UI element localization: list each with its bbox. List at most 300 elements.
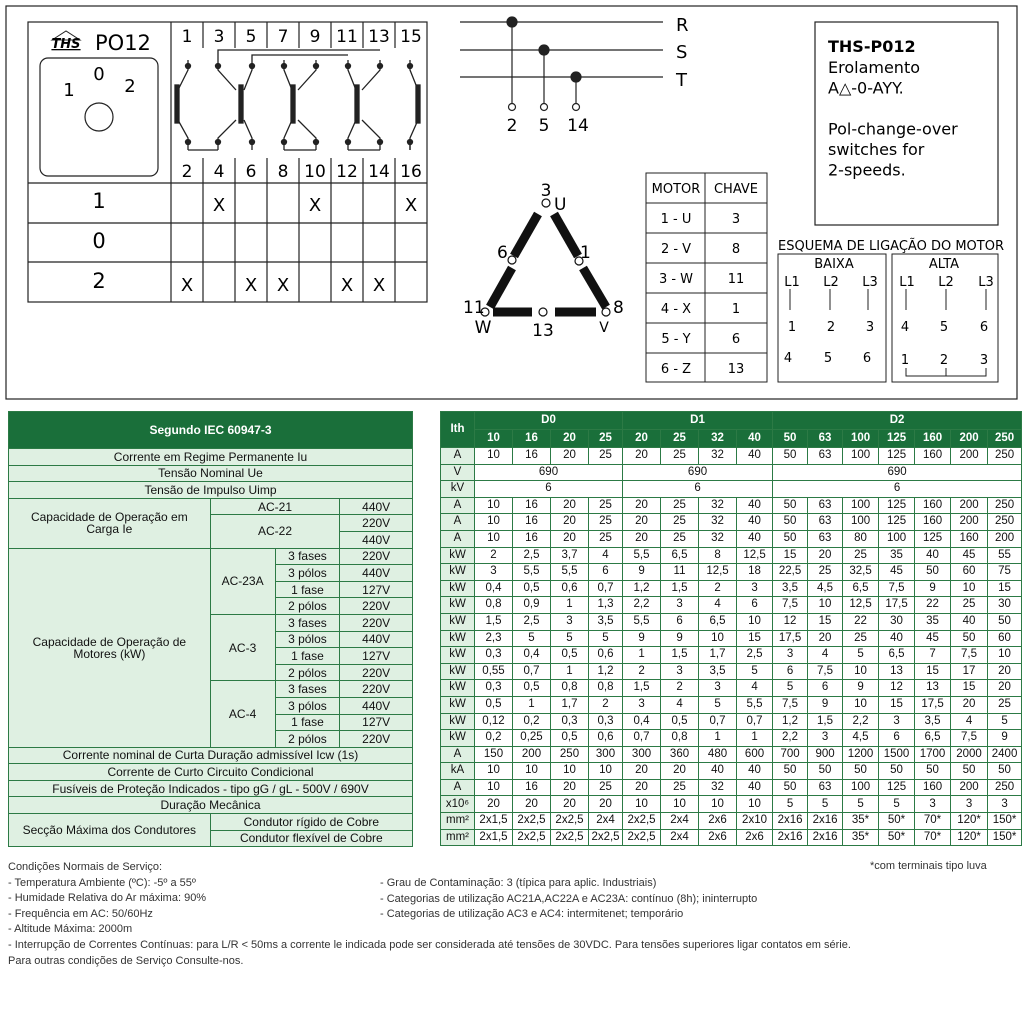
value-cell: 4 <box>737 680 773 697</box>
line-r-label: R <box>676 15 689 36</box>
size-header: 200 <box>951 430 988 448</box>
unit-cell: A <box>441 530 475 547</box>
note-line: - Altitude Máxima: 2000m <box>8 923 133 936</box>
value-cell: 10 <box>589 763 623 780</box>
size-header: 16 <box>513 430 551 448</box>
spec-flexivel: Condutor flexível de Cobre <box>210 830 412 847</box>
unit-cell: A <box>441 779 475 796</box>
value-cell: 63 <box>808 448 843 465</box>
size-header: 250 <box>988 430 1022 448</box>
spec-poles: 3 fases <box>275 614 340 631</box>
schema-terminal-labels <box>784 275 994 368</box>
value-cell: 6 <box>879 730 915 747</box>
contact-closed-mark: X <box>372 275 386 296</box>
value-cell: 25 <box>661 448 699 465</box>
value-cell: 4 <box>589 547 623 564</box>
delta-terminal-1: 1 <box>580 243 591 263</box>
size-header: 100 <box>843 430 879 448</box>
top-terminal-label: 7 <box>277 27 289 47</box>
bottom-terminal-label: 2 <box>181 162 193 182</box>
group-header: D1 <box>623 412 773 430</box>
unit-cell: kW <box>441 613 475 630</box>
unit-cell: x10⁶ <box>441 796 475 813</box>
model-label: PO12 <box>95 31 151 55</box>
value-cell: 63 <box>808 779 843 796</box>
value-cell: 6,5 <box>915 730 951 747</box>
value-cell: 18 <box>737 564 773 581</box>
chave-cell: 3 <box>731 212 741 227</box>
value-cell: 3 <box>661 597 699 614</box>
value-cell: 7,5 <box>951 647 988 664</box>
spec-poles: 2 pólos <box>275 664 340 681</box>
value-cell: 30 <box>879 613 915 630</box>
value-cell: 2x1,5 <box>475 813 513 830</box>
value-cell: 5 <box>988 713 1022 730</box>
spec-voltage: 440V <box>340 531 413 548</box>
value-cell: 0,4 <box>475 580 513 597</box>
chave-cell: 11 <box>727 272 745 287</box>
unit-cell: kW <box>441 713 475 730</box>
value-cell: 1,5 <box>623 680 661 697</box>
value-cell: 1 <box>551 663 589 680</box>
value-cell: 10 <box>623 796 661 813</box>
value-cell: 250 <box>988 448 1022 465</box>
value-cell: 0,5 <box>475 696 513 713</box>
value-cell: 2x2,5 <box>551 829 589 846</box>
value-cell: 1,2 <box>773 713 808 730</box>
delta-terminal-13: 13 <box>532 321 554 341</box>
value-cell: 100 <box>843 779 879 796</box>
value-cell: 3 <box>737 580 773 597</box>
value-cell: 150 <box>475 746 513 763</box>
spec-voltage: 127V <box>340 648 413 665</box>
value-cell: 480 <box>699 746 737 763</box>
value-cell: 20 <box>551 514 589 531</box>
value-cell: 2,2 <box>623 597 661 614</box>
size-header: 25 <box>661 430 699 448</box>
value-cell: 2x2,5 <box>513 813 551 830</box>
alta-terminal: 2 <box>939 353 949 368</box>
value-cell: 50 <box>951 630 988 647</box>
supply-lines <box>460 17 663 111</box>
bottom-terminal-label: 10 <box>304 162 326 182</box>
value-cell: 25 <box>988 696 1022 713</box>
value-cell: 250 <box>988 514 1022 531</box>
spec-voltage: 220V <box>340 731 413 748</box>
value-cell: 2,3 <box>475 630 513 647</box>
value-cell: 200 <box>951 448 988 465</box>
value-cell: 45 <box>879 564 915 581</box>
value-cell: 250 <box>988 497 1022 514</box>
size-header: 10 <box>475 430 513 448</box>
value-cell: 50 <box>773 763 808 780</box>
value-cell: 50 <box>773 497 808 514</box>
value-cell: 2x2,5 <box>551 813 589 830</box>
size-header: 20 <box>623 430 661 448</box>
supply-terminal-5: 5 <box>538 116 550 136</box>
value-cell: 0,7 <box>513 663 551 680</box>
value-cell: 1 <box>699 730 737 747</box>
value-cell: 12,5 <box>737 547 773 564</box>
note-line: - Temperatura Ambiente (ºC): -5º a 55º <box>8 876 196 889</box>
value-cell: 0,5 <box>551 730 589 747</box>
value-cell: 12,5 <box>699 564 737 581</box>
value-cell: 50 <box>879 763 915 780</box>
value-cell: 40 <box>737 448 773 465</box>
value-cell: 5 <box>513 630 551 647</box>
spec-poles: 1 fase <box>275 581 340 598</box>
value-cell: 1,5 <box>808 713 843 730</box>
size-header: 32 <box>699 430 737 448</box>
baixa-terminal: 5 <box>823 351 833 366</box>
value-cell: 2x4 <box>661 813 699 830</box>
bottom-terminal-label: 8 <box>277 162 289 182</box>
unit-cell: kW <box>441 663 475 680</box>
value-cell: 1,3 <box>589 597 623 614</box>
alta-line-label: L1 <box>899 275 915 290</box>
value-cell: 20 <box>551 448 589 465</box>
value-cell: 20 <box>551 497 589 514</box>
value-cell: 16 <box>513 530 551 547</box>
value-cell: 25 <box>589 530 623 547</box>
value-cell: 10 <box>661 796 699 813</box>
value-cell: 0,3 <box>589 713 623 730</box>
value-cell: 6 <box>737 597 773 614</box>
value-cell: 25 <box>951 597 988 614</box>
value-cell: 20 <box>808 630 843 647</box>
value-cell: 0,7 <box>589 580 623 597</box>
value-cell: 5 <box>773 796 808 813</box>
unit-cell: A <box>441 746 475 763</box>
value-cell: 20 <box>475 796 513 813</box>
alta-line-label: L3 <box>978 275 994 290</box>
value-cell: 2x16 <box>808 829 843 846</box>
value-cell: 5 <box>843 647 879 664</box>
value-cell: 50 <box>773 779 808 796</box>
value-cell: 30 <box>988 597 1022 614</box>
value-cell: 0,4 <box>513 647 551 664</box>
value-cell: 6,5 <box>661 547 699 564</box>
unit-cell: kW <box>441 680 475 697</box>
spec-voltage: 220V <box>340 664 413 681</box>
value-cell: 1 <box>623 647 661 664</box>
value-cell: 50 <box>951 763 988 780</box>
note-line: - Humidade Relativa do Ar máxima: 90% <box>8 892 207 905</box>
value-cell: 700 <box>773 746 808 763</box>
value-cell: 6 <box>475 481 623 498</box>
value-cell: 15 <box>879 696 915 713</box>
value-cell: 10 <box>699 630 737 647</box>
value-cell: 5 <box>773 680 808 697</box>
value-cell: 20 <box>988 680 1022 697</box>
spec-poles: 1 fase <box>275 648 340 665</box>
value-cell: 15 <box>915 663 951 680</box>
spec-voltage: 440V <box>340 565 413 582</box>
group-header: D2 <box>773 412 1022 430</box>
line-t-label: T <box>676 70 687 91</box>
size-header: 63 <box>808 430 843 448</box>
value-cell: 7,5 <box>879 580 915 597</box>
value-cell: 40 <box>879 630 915 647</box>
schema-title: ESQUEMA DE LIGAÇÃO DO MOTOR <box>778 239 1004 254</box>
value-cell: 40 <box>737 530 773 547</box>
value-cell: 60 <box>988 630 1022 647</box>
unit-cell: V <box>441 464 475 481</box>
value-cell: 5,5 <box>623 547 661 564</box>
value-cell: 2x4 <box>661 829 699 846</box>
value-cell: 3,5 <box>915 713 951 730</box>
size-header: 40 <box>737 430 773 448</box>
spec-header: Segundo IEC 60947-3 <box>9 412 413 449</box>
value-cell: 5 <box>808 796 843 813</box>
contact-closed-mark: X <box>276 275 290 296</box>
value-cell: 63 <box>808 530 843 547</box>
top-terminal-label: 15 <box>400 27 422 47</box>
value-cell: 160 <box>951 530 988 547</box>
value-cell: 0,9 <box>513 597 551 614</box>
spec-ac4: AC-4 <box>210 681 275 747</box>
spec-poles: 3 pólos <box>275 565 340 582</box>
value-cell: 10 <box>475 779 513 796</box>
value-cell: 50 <box>915 763 951 780</box>
value-cell: 1,5 <box>661 647 699 664</box>
value-cell: 3 <box>475 564 513 581</box>
value-cell: 50 <box>808 763 843 780</box>
value-cell: 2x16 <box>773 829 808 846</box>
spec-voltage: 440V <box>340 631 413 648</box>
value-cell: 0,8 <box>589 680 623 697</box>
value-cell: 6 <box>773 481 1022 498</box>
value-cell: 50 <box>773 514 808 531</box>
value-cell: 2x6 <box>699 813 737 830</box>
value-cell: 5 <box>737 663 773 680</box>
value-cell: 0,6 <box>551 580 589 597</box>
schema-boxes <box>778 254 998 382</box>
value-cell: 40 <box>737 514 773 531</box>
alta-line-label: L2 <box>938 275 954 290</box>
spec-voltage: 220V <box>340 548 413 565</box>
size-header: 160 <box>915 430 951 448</box>
value-cell: 3 <box>661 663 699 680</box>
value-cell: 25 <box>661 497 699 514</box>
value-cell: 60 <box>951 564 988 581</box>
alta-label: ALTA <box>928 257 960 272</box>
value-cell: 63 <box>808 514 843 531</box>
value-cell: 20 <box>513 796 551 813</box>
line-s-label: S <box>676 42 688 63</box>
value-cell: 2x16 <box>773 813 808 830</box>
value-cell: 1 <box>513 696 551 713</box>
bottom-terminal-labels <box>182 162 422 182</box>
delta-terminal-6: 6 <box>497 243 508 263</box>
value-cell: 25 <box>661 779 699 796</box>
value-cell: 200 <box>951 779 988 796</box>
baixa-line-label: L2 <box>823 275 839 290</box>
value-cell: 2x10 <box>737 813 773 830</box>
value-cell: 0,25 <box>513 730 551 747</box>
value-cell: 45 <box>915 630 951 647</box>
value-cell: 5,5 <box>551 564 589 581</box>
delta-terminal-3: 3 <box>540 181 552 201</box>
spec-cap-motores: Capacidade de Operação de Motores (kW) <box>9 548 211 747</box>
switch-contact-grid <box>28 22 427 302</box>
value-cell: 2x6 <box>699 829 737 846</box>
value-cell: 10 <box>808 597 843 614</box>
value-cell: 1 <box>737 730 773 747</box>
value-cell: 40 <box>915 547 951 564</box>
unit-cell: A <box>441 448 475 465</box>
value-cell: 15 <box>988 580 1022 597</box>
value-cell: 20 <box>623 530 661 547</box>
value-cell: 10 <box>951 580 988 597</box>
value-cell: 1,2 <box>623 580 661 597</box>
unit-cell: A <box>441 497 475 514</box>
value-cell: 160 <box>915 448 951 465</box>
value-cell: 25 <box>661 530 699 547</box>
value-cell: 0,7 <box>737 713 773 730</box>
value-cell: 17,5 <box>773 630 808 647</box>
value-cell: 10 <box>475 530 513 547</box>
value-cell: 7 <box>915 647 951 664</box>
value-cell: 32 <box>699 497 737 514</box>
value-cell: 70* <box>915 813 951 830</box>
value-cell: 2x2,5 <box>513 829 551 846</box>
spec-cap-carga: Capacidade de Operação em Carga Ie <box>9 498 211 548</box>
value-cell: 20 <box>623 763 661 780</box>
size-header: 25 <box>589 430 623 448</box>
value-cell: 1,5 <box>661 580 699 597</box>
baixa-line-label: L3 <box>862 275 878 290</box>
value-cell: 10 <box>551 763 589 780</box>
value-cell: 2,5 <box>737 647 773 664</box>
spec-tensao-impulso: Tensão de Impulso Uimp <box>9 482 413 499</box>
value-cell: 3,5 <box>773 580 808 597</box>
value-cell: 125 <box>879 448 915 465</box>
value-cell: 25 <box>843 547 879 564</box>
top-terminal-label: 1 <box>181 27 193 47</box>
size-header: 20 <box>551 430 589 448</box>
value-cell: 690 <box>773 464 1022 481</box>
value-cell: 6 <box>808 680 843 697</box>
value-cell: 13 <box>879 663 915 680</box>
value-cell: 100 <box>879 530 915 547</box>
alta-terminal: 3 <box>979 353 989 368</box>
value-cell: 2 <box>623 663 661 680</box>
delta-node-u: U <box>554 195 567 215</box>
value-cell: 25 <box>808 564 843 581</box>
value-cell: 3 <box>879 713 915 730</box>
value-cell: 17 <box>951 663 988 680</box>
delta-node-v: V <box>599 320 609 336</box>
baixa-terminal: 6 <box>862 351 872 366</box>
spec-corrente-iu: Corrente em Regime Permanente Iu <box>9 449 413 466</box>
unit-cell: kW <box>441 547 475 564</box>
value-cell: 250 <box>988 779 1022 796</box>
value-cell: 20 <box>951 696 988 713</box>
value-cell: 40 <box>951 613 988 630</box>
value-cell: 0,5 <box>513 680 551 697</box>
info-line: 2-speeds. <box>828 160 906 180</box>
value-cell: 2 <box>589 696 623 713</box>
value-cell: 4,5 <box>843 730 879 747</box>
value-cell: 12 <box>879 680 915 697</box>
value-cell: 120* <box>951 829 988 846</box>
value-cell: 3 <box>951 796 988 813</box>
alta-terminal: 6 <box>979 320 989 335</box>
motor-cell: 4 - X <box>660 302 692 317</box>
value-cell: 4 <box>699 597 737 614</box>
dial-position-1: 1 <box>63 80 75 101</box>
value-cell: 10 <box>988 647 1022 664</box>
value-cell: 0,5 <box>661 713 699 730</box>
size-header: 50 <box>773 430 808 448</box>
unit-cell: kW <box>441 730 475 747</box>
value-cell: 2 <box>699 580 737 597</box>
value-cell: 35* <box>843 829 879 846</box>
value-cell: 0,6 <box>589 647 623 664</box>
value-cell: 125 <box>915 530 951 547</box>
value-cell: 22,5 <box>773 564 808 581</box>
value-cell: 1,5 <box>475 613 513 630</box>
value-cell: 3 <box>623 696 661 713</box>
switch-position-rows <box>92 189 417 296</box>
value-cell: 300 <box>623 746 661 763</box>
value-cell: 2x4 <box>589 813 623 830</box>
spec-voltage: 127V <box>340 714 413 731</box>
value-cell: 40 <box>737 763 773 780</box>
spec-duracao-mecanica: Duração Mecânica <box>9 797 413 814</box>
motor-header: MOTOR <box>651 182 701 197</box>
value-cell: 9 <box>808 696 843 713</box>
value-cell: 3,5 <box>589 613 623 630</box>
value-cell: 7,5 <box>773 696 808 713</box>
value-cell: 0,3 <box>475 647 513 664</box>
value-cell: 50 <box>843 763 879 780</box>
value-cell: 0,3 <box>551 713 589 730</box>
spec-poles: 1 fase <box>275 714 340 731</box>
value-cell: 80 <box>843 530 879 547</box>
value-cell: 690 <box>623 464 773 481</box>
contact-closed-mark: X <box>180 275 194 296</box>
value-cell: 55 <box>988 547 1022 564</box>
unit-cell: A <box>441 514 475 531</box>
value-cell: 3 <box>915 796 951 813</box>
dial-position-2: 2 <box>124 76 136 97</box>
value-cell: 25 <box>843 630 879 647</box>
value-cell: 25 <box>589 497 623 514</box>
switch-row-position: 1 <box>92 189 106 213</box>
value-cell: 6,5 <box>699 613 737 630</box>
value-cell: 17,5 <box>879 597 915 614</box>
value-cell: 20 <box>661 763 699 780</box>
contact-closed-mark: X <box>212 195 226 216</box>
value-cell: 6 <box>623 481 773 498</box>
value-cell: 11 <box>661 564 699 581</box>
value-cell: 70* <box>915 829 951 846</box>
value-cell: 360 <box>661 746 699 763</box>
value-cell: 25 <box>589 779 623 796</box>
value-cell: 9 <box>623 630 661 647</box>
value-cell: 160 <box>915 514 951 531</box>
value-cell: 0,7 <box>623 730 661 747</box>
value-cell: 17,5 <box>915 696 951 713</box>
value-cell: 22 <box>915 597 951 614</box>
spec-seccao: Secção Máxima dos Condutores <box>9 814 211 847</box>
rating-data-table <box>440 411 1022 846</box>
value-cell: 50 <box>915 564 951 581</box>
chave-cell: 8 <box>731 242 741 257</box>
value-cell: 5 <box>843 796 879 813</box>
